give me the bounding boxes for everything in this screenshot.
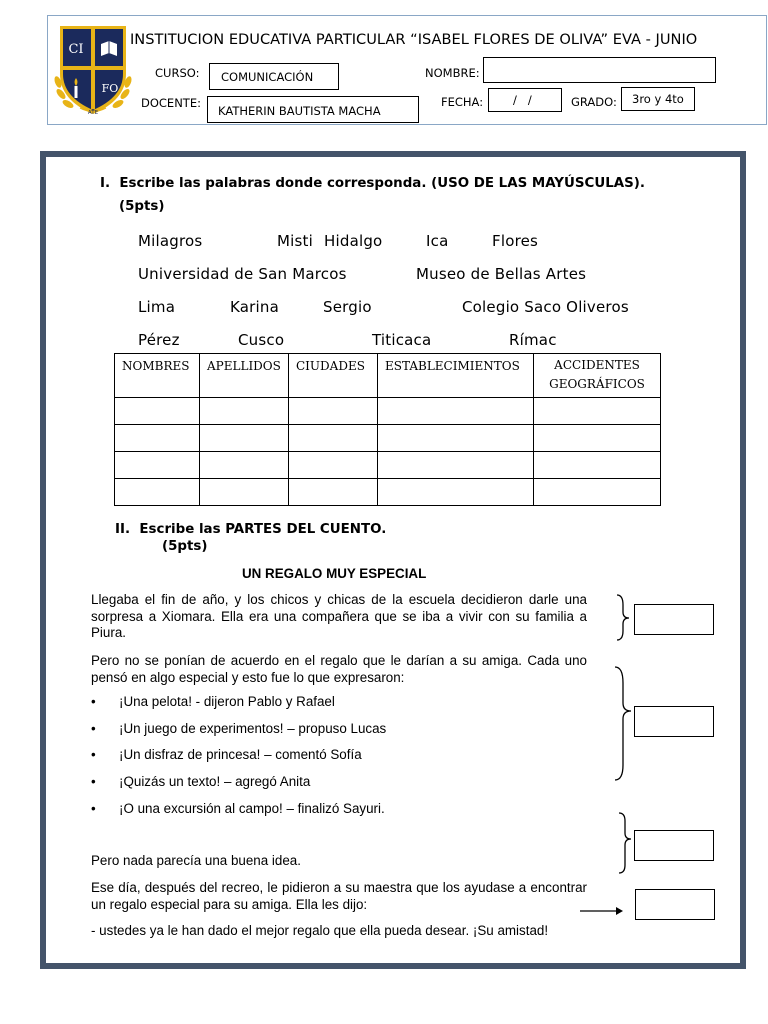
story-title: UN REGALO MUY ESPECIAL [242, 566, 427, 581]
logo-fo: FO [101, 82, 119, 95]
story-paragraph-2: Pero no se ponían de acuerdo en el regalo que le darían a su amiga. Cada uno pensó en algo especial y esto fue lo que expresaron: [91, 653, 587, 685]
section2-number: II. [115, 522, 131, 537]
header-establecimientos: ESTABLECIMIENTOS [378, 354, 534, 398]
word-titicaca: Titicaca [372, 331, 432, 349]
table-cell[interactable] [115, 479, 200, 506]
section1-heading [100, 176, 645, 191]
word-ica: Ica [426, 232, 449, 250]
table-cell[interactable] [200, 398, 289, 425]
grado-label: GRADO: [571, 95, 617, 109]
word-milagros: Milagros [138, 232, 203, 250]
story-paragraph-4: Ese día, después del recreo, le pidieron a su maestra que los ayudase a encontrar un regalo especial para su amiga. Ella les dijo: [91, 880, 587, 912]
word-museo: Museo de Bellas Artes [416, 265, 587, 283]
story-paragraph-3: Pero nada parecía una buena idea. [91, 853, 301, 868]
word-cusco: Cusco [238, 331, 285, 349]
section2-heading [115, 522, 386, 537]
classification-table [114, 353, 661, 506]
docente-label: DOCENTE: [141, 96, 201, 110]
section1-title: Escribe las palabras donde corresponda. (USO DE LAS MAYÚSCULAS). [119, 176, 645, 191]
fecha-field[interactable] [488, 88, 562, 112]
nombre-label: NOMBRE: [425, 66, 480, 80]
table-cell[interactable] [534, 479, 661, 506]
table-cell[interactable] [200, 479, 289, 506]
word-universidad: Universidad de San Marcos [138, 265, 347, 283]
answer-box-inicio[interactable] [634, 604, 714, 635]
story-paragraph-5: - ustedes ya le han dado el mejor regalo que ella pueda desear. ¡Su amistad! [91, 923, 549, 938]
word-colegio: Colegio Saco Oliveros [462, 298, 629, 316]
curso-label: CURSO: [155, 66, 200, 80]
table-cell[interactable] [534, 425, 661, 452]
word-misti: Misti [277, 232, 313, 250]
fecha-label: FECHA: [441, 95, 484, 109]
table-row [115, 452, 661, 479]
word-sergio: Sergio [323, 298, 372, 316]
word-lima: Lima [138, 298, 176, 316]
school-logo [52, 22, 134, 120]
table-cell[interactable] [378, 398, 534, 425]
brace-icon [615, 667, 631, 780]
fecha-value: / / [513, 93, 532, 107]
section1-number: I. [100, 176, 111, 191]
curso-field[interactable] [209, 63, 339, 90]
word-rimac: Rímac [509, 331, 557, 349]
curso-value: COMUNICACIÓN [221, 70, 314, 84]
table-cell[interactable] [289, 425, 378, 452]
logo-ci: CI [68, 42, 84, 57]
grado-value: 3ro y 4to [632, 92, 684, 106]
table-cell[interactable] [378, 452, 534, 479]
answer-box-desenlace[interactable] [634, 830, 714, 861]
table-cell[interactable] [200, 452, 289, 479]
word-flores: Flores [492, 232, 539, 250]
answer-box-nudo[interactable] [634, 706, 714, 737]
table-cell[interactable] [200, 425, 289, 452]
brace-icon [619, 813, 631, 873]
table-cell[interactable] [289, 452, 378, 479]
school-title: INSTITUCION EDUCATIVA PARTICULAR “ISABEL FLORES DE OLIVA” EVA - JUNIO [130, 31, 698, 48]
docente-field[interactable] [207, 96, 419, 123]
table-cell[interactable] [534, 452, 661, 479]
table-cell[interactable] [378, 425, 534, 452]
story-paragraph-1: Llegaba el fin de año, y los chicos y chicas de la escuela decidieron darle una sorpresa a Xiomara. Ella era una compañera que se iba a vivir con su familia a Piura. [91, 592, 587, 640]
section1-points: (5pts) [119, 199, 165, 214]
header-accidentes: ACCIDENTES GEOGRÁFICOS [534, 354, 661, 398]
arrow-right-icon [578, 903, 628, 919]
section2-points: (5pts) [162, 539, 208, 554]
nombre-field[interactable] [483, 57, 716, 83]
table-cell[interactable] [378, 479, 534, 506]
table-cell[interactable] [289, 479, 378, 506]
header-apellidos: APELLIDOS [200, 354, 289, 398]
table-row [115, 425, 661, 452]
logo-ate: ATE [87, 110, 99, 116]
torch-icon [75, 78, 78, 98]
word-karina: Karina [230, 298, 279, 316]
brace-icon [617, 595, 629, 640]
section2-title: Escribe las PARTES DEL CUENTO. [139, 522, 387, 537]
table-cell[interactable] [115, 398, 200, 425]
answer-box-final[interactable] [635, 889, 715, 920]
table-row [115, 398, 661, 425]
table-cell[interactable] [534, 398, 661, 425]
table-cell[interactable] [115, 452, 200, 479]
word-perez: Pérez [138, 331, 180, 349]
header-ciudades: CIUDADES [289, 354, 378, 398]
grado-field[interactable] [621, 87, 695, 111]
table-header-row [115, 354, 661, 398]
docente-value: KATHERIN BAUTISTA MACHA [218, 104, 381, 118]
table-cell[interactable] [115, 425, 200, 452]
table-row [115, 479, 661, 506]
table-cell[interactable] [289, 398, 378, 425]
header-nombres: NOMBRES [115, 354, 200, 398]
word-hidalgo: Hidalgo [324, 232, 383, 250]
